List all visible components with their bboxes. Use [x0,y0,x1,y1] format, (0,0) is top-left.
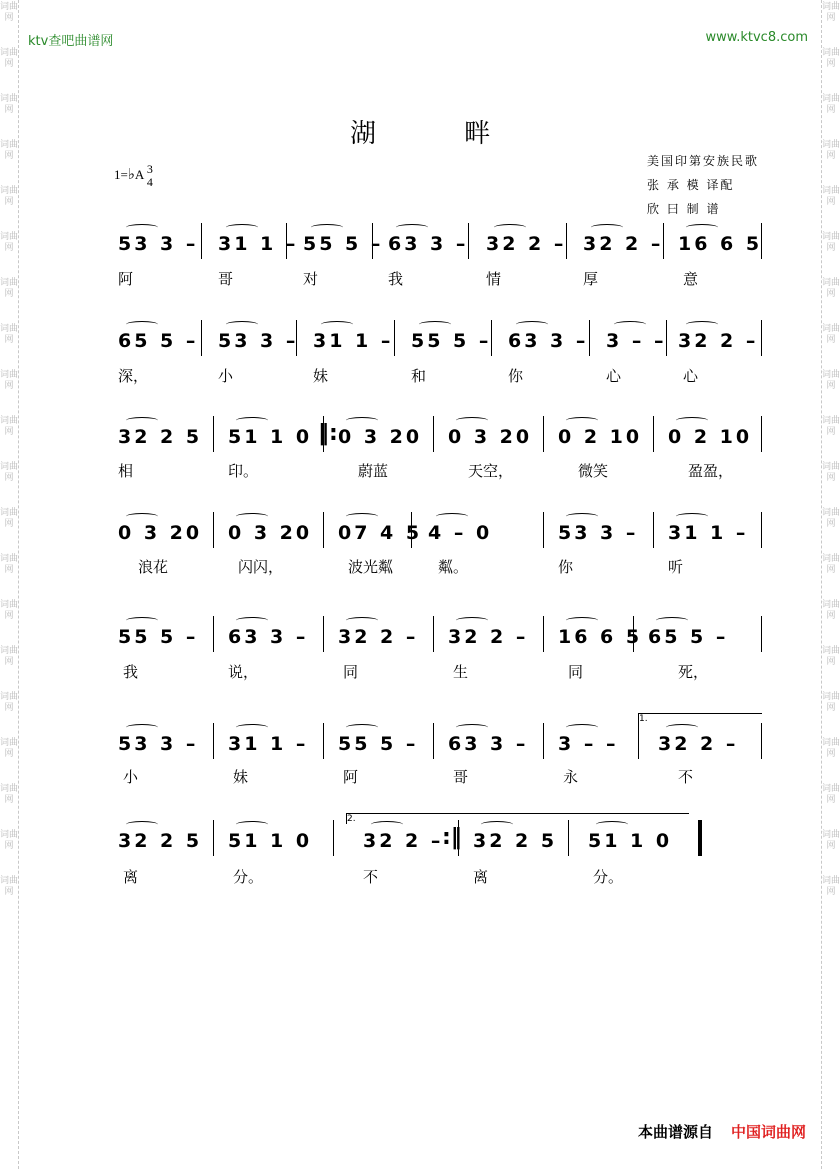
barline [761,723,762,759]
watermark-text: 词曲网 [822,738,840,759]
watermark-text: 词曲网 [0,416,19,437]
measure-notes: 55 5 – [411,330,492,352]
lyric-syllable: 我 [123,663,139,681]
watermark-text: 词曲网 [0,278,19,299]
watermark-text: 词曲网 [822,94,840,115]
barline [663,223,664,259]
watermark-text: 词曲网 [822,554,840,575]
slur-mark [566,724,598,731]
barline [323,616,324,652]
volta-first-ending: 1. [638,713,762,724]
lyric-syllable: 小 [218,367,234,385]
repeat-end-sign: :‖ [442,825,462,850]
footer-site[interactable]: 中国词曲网 [730,1123,806,1141]
slur-mark [126,724,158,731]
slur-mark [226,224,258,231]
slur-mark [516,321,548,328]
barline [213,723,214,759]
watermark-text: 词曲网 [822,48,840,69]
measure-notes: 51 1 0 [228,426,313,448]
measure-notes: 32 2 5 [118,426,203,448]
lyric-syllable: 离 [123,868,139,886]
barline [296,320,297,356]
slur-mark [236,724,268,731]
lyric-syllable: 闪闪， [238,558,284,576]
key-signature [114,163,153,189]
measure-notes: 51 1 0 [228,830,313,852]
slur-mark [666,724,698,731]
measure-notes: 0 3 20 [118,522,203,544]
barline [213,616,214,652]
slur-mark [236,821,268,828]
lyric-syllable: 意 [683,270,699,288]
watermark-text: 词曲网 [822,462,840,483]
lyric-syllable: 小 [123,768,139,786]
repeat-start-sign: ‖: [318,421,338,446]
lyric-syllable: 对 [303,270,319,288]
watermark-text: 词曲网 [0,554,19,575]
lyric-syllable: 阿 [118,270,134,288]
measure-notes: 4 – 0 [428,522,493,544]
watermark-text: 词曲网 [0,140,19,161]
slur-mark [686,321,718,328]
score-row [118,330,763,360]
slur-mark [456,417,488,424]
barline [633,616,634,652]
lyric-syllable: 同 [343,663,359,681]
lyric-syllable: 说， [228,663,259,681]
barline [433,616,434,652]
lyric-syllable: 粼。 [438,558,469,576]
lyric-syllable: 哥 [218,270,234,288]
lyric-syllable: 盈盈， [688,462,734,480]
measure-notes: 63 3 – [388,233,469,255]
barline [653,416,654,452]
volta-second-ending: 2. [346,813,689,824]
slur-mark [346,617,378,624]
slur-mark [346,417,378,424]
lyric-syllable: 相 [118,462,134,480]
lyric-syllable: 永 [563,768,579,786]
barline [589,320,590,356]
lyric-syllable: 心 [606,367,622,385]
footer-source: 本曲谱源自 [637,1123,713,1141]
barline [323,723,324,759]
score-row [118,426,763,456]
slur-mark [494,224,526,231]
barline [213,416,214,452]
measure-notes: 51 1 0 [588,830,673,852]
measure-notes: 3 – – [606,330,667,352]
watermark-text: 词曲网 [0,692,19,713]
final-barline [698,820,702,856]
barline [323,512,324,548]
lyric-syllable: 印。 [228,462,259,480]
slur-mark [456,617,488,624]
lyric-syllable: 蔚蓝 [358,462,389,480]
measure-notes: 32 2 – [486,233,567,255]
barline [372,223,373,259]
slur-mark [566,617,598,624]
measure-notes: 31 1 – [218,233,299,255]
measure-notes: 32 2 5 [473,830,558,852]
barline [566,223,567,259]
lyric-syllable: 离 [473,868,489,886]
slur-mark [311,224,343,231]
lyric-syllable: 听 [668,558,684,576]
watermark-text: 词曲网 [822,784,840,805]
barline [761,616,762,652]
score-row [118,733,763,763]
barline [543,616,544,652]
lyrics-row [118,661,763,683]
watermark-text: 词曲网 [822,140,840,161]
watermark-text: 词曲网 [822,600,840,621]
slur-mark [614,321,646,328]
lyric-syllable: 你 [558,558,574,576]
lyric-syllable: 你 [508,367,524,385]
measure-notes: 31 1 – [313,330,394,352]
measure-notes: 32 2 – [583,233,664,255]
barline [761,512,762,548]
lyrics-row [118,556,763,578]
measure-notes: 63 3 – [448,733,529,755]
barline [213,512,214,548]
time-signature [147,163,153,189]
watermark-text: 词曲网 [822,2,840,23]
barline [543,512,544,548]
watermark-text: 词曲网 [822,324,840,345]
slur-mark [126,513,158,520]
watermark-text: 词曲网 [0,324,19,345]
lyric-syllable: 心 [683,367,699,385]
lyric-syllable: 和 [411,367,427,385]
watermark-text: 词曲网 [822,646,840,667]
slur-mark [566,513,598,520]
lyric-syllable: 阿 [343,768,359,786]
barline [394,320,395,356]
lyric-syllable: 妹 [233,768,249,786]
barline [491,320,492,356]
lyric-syllable: 分。 [233,868,264,886]
barline [468,223,469,259]
score-row [118,233,763,263]
measure-notes: 31 1 – [668,522,749,544]
slur-mark [656,617,688,624]
lyric-syllable: 情 [486,270,502,288]
watermark-text: 词曲网 [0,462,19,483]
slur-mark [591,224,623,231]
barline [761,223,762,259]
lyric-syllable: 死， [678,663,709,681]
watermark-text: 词曲网 [822,508,840,529]
measure-notes: 3 – – [558,733,619,755]
site-url-right[interactable]: www.ktvc8.com [705,30,808,45]
barline [213,820,214,856]
measure-notes: 65 5 – [648,626,729,648]
slur-mark [321,321,353,328]
measure-notes: 0 3 20 [448,426,533,448]
score-row [118,830,763,860]
lyric-syllable: 不 [678,768,694,786]
flat-sign: ♭ [127,166,135,183]
lyric-syllable: 生 [453,663,469,681]
slur-mark [676,417,708,424]
lyrics-row [118,268,763,290]
measure-notes: 0 3 20 [338,426,423,448]
measure-notes: 32 2 – [678,330,759,352]
slur-mark [456,724,488,731]
barline [201,320,202,356]
slur-mark [226,321,258,328]
watermark-text: 词曲网 [822,830,840,851]
lyric-syllable: 波光粼 [348,558,394,576]
slur-mark [236,513,268,520]
score-row [118,626,763,656]
measure-notes: 31 1 – [228,733,309,755]
watermark-text: 词曲网 [822,876,840,897]
measure-notes: 53 3 – [118,733,199,755]
lyric-syllable: 哥 [453,768,469,786]
song-origin: 美国印第安族民歌 [647,154,760,168]
watermark-text: 词曲网 [822,370,840,391]
watermark-text: 词曲网 [822,186,840,207]
watermark-text: 词曲网 [0,646,19,667]
barline [411,512,412,548]
left-watermark-strip [0,0,19,1169]
measure-notes: 55 5 – [338,733,419,755]
measure-notes: 65 5 – [118,330,199,352]
lyrics-row [118,766,763,788]
watermark-text: 词曲网 [822,232,840,253]
watermark-text: 词曲网 [0,2,19,23]
barline [433,723,434,759]
lyric-syllable: 浪花 [138,558,169,576]
watermark-text: 词曲网 [822,416,840,437]
slur-mark [126,224,158,231]
slur-mark [126,821,158,828]
watermark-text: 词曲网 [822,278,840,299]
measure-notes: 07 4 5 [338,522,423,544]
measure-notes: 32 2 – [363,830,444,852]
engraver-credit: 欣 曰 制 谱 [647,202,721,216]
watermark-text: 词曲网 [0,876,19,897]
barline [653,512,654,548]
measure-notes: 32 2 – [338,626,419,648]
measure-notes: 16 6 5 [558,626,643,648]
lyric-syllable: 我 [388,270,404,288]
barline [201,223,202,259]
lyrics-row [118,365,763,387]
slur-mark [436,513,468,520]
slur-mark [126,321,158,328]
song-title: 湖 畔 [350,119,531,149]
barline [543,416,544,452]
slur-mark [346,513,378,520]
lyrics-row [118,866,763,888]
slur-mark [126,617,158,624]
lyric-syllable: 天空， [468,462,514,480]
measure-notes: 53 3 – [118,233,199,255]
barline [433,416,434,452]
site-name-left[interactable]: ktv查吧曲谱网 [28,34,114,49]
slur-mark [346,724,378,731]
lyrics-row [118,460,763,482]
barline [666,320,667,356]
lyric-syllable: 妹 [313,367,329,385]
footer-credit [638,1121,806,1142]
barline [638,723,639,759]
slur-mark [419,321,451,328]
watermark-text: 词曲网 [822,692,840,713]
watermark-text: 词曲网 [0,600,19,621]
watermark-text: 词曲网 [0,784,19,805]
lyric-syllable: 分。 [593,868,624,886]
measure-notes: 0 2 10 [558,426,643,448]
watermark-text: 词曲网 [0,94,19,115]
slur-mark [396,224,428,231]
slur-mark [686,224,718,231]
measure-notes: 32 2 5 [118,830,203,852]
measure-notes: 16 6 5 [678,233,763,255]
watermark-text: 词曲网 [0,48,19,69]
measure-notes: 32 2 – [448,626,529,648]
lyric-syllable: 厚 [583,270,599,288]
time-bottom: 4 [146,175,153,189]
right-watermark-strip [821,0,840,1169]
lyric-syllable: 不 [363,868,379,886]
barline [568,820,569,856]
barline [761,320,762,356]
lyric-syllable: 深， [118,367,149,385]
lyric-syllable: 微笑 [578,462,609,480]
barline [543,723,544,759]
slur-mark [676,513,708,520]
score-row [118,522,763,552]
key-prefix: 1= [114,166,128,182]
time-top: 3 [146,162,153,176]
watermark-text: 词曲网 [0,508,19,529]
measure-notes: 63 3 – [508,330,589,352]
slur-mark [236,417,268,424]
slur-mark [126,417,158,424]
measure-notes: 55 5 – [118,626,199,648]
barline [286,223,287,259]
measure-notes: 0 3 20 [228,522,313,544]
watermark-text: 词曲网 [0,738,19,759]
watermark-text: 词曲网 [0,232,19,253]
measure-notes: 55 5 – [303,233,384,255]
slur-mark [236,617,268,624]
key-note: A [134,166,144,182]
barline [761,416,762,452]
lyric-syllable: 同 [568,663,584,681]
translator-credit: 张 承 模 译配 [647,178,735,192]
measure-notes: 53 3 – [218,330,299,352]
watermark-text: 词曲网 [0,370,19,391]
watermark-text: 词曲网 [0,830,19,851]
measure-notes: 63 3 – [228,626,309,648]
measure-notes: 0 2 10 [668,426,753,448]
slur-mark [566,417,598,424]
measure-notes: 32 2 – [658,733,739,755]
watermark-text: 词曲网 [0,186,19,207]
barline [333,820,334,856]
measure-notes: 53 3 – [558,522,639,544]
